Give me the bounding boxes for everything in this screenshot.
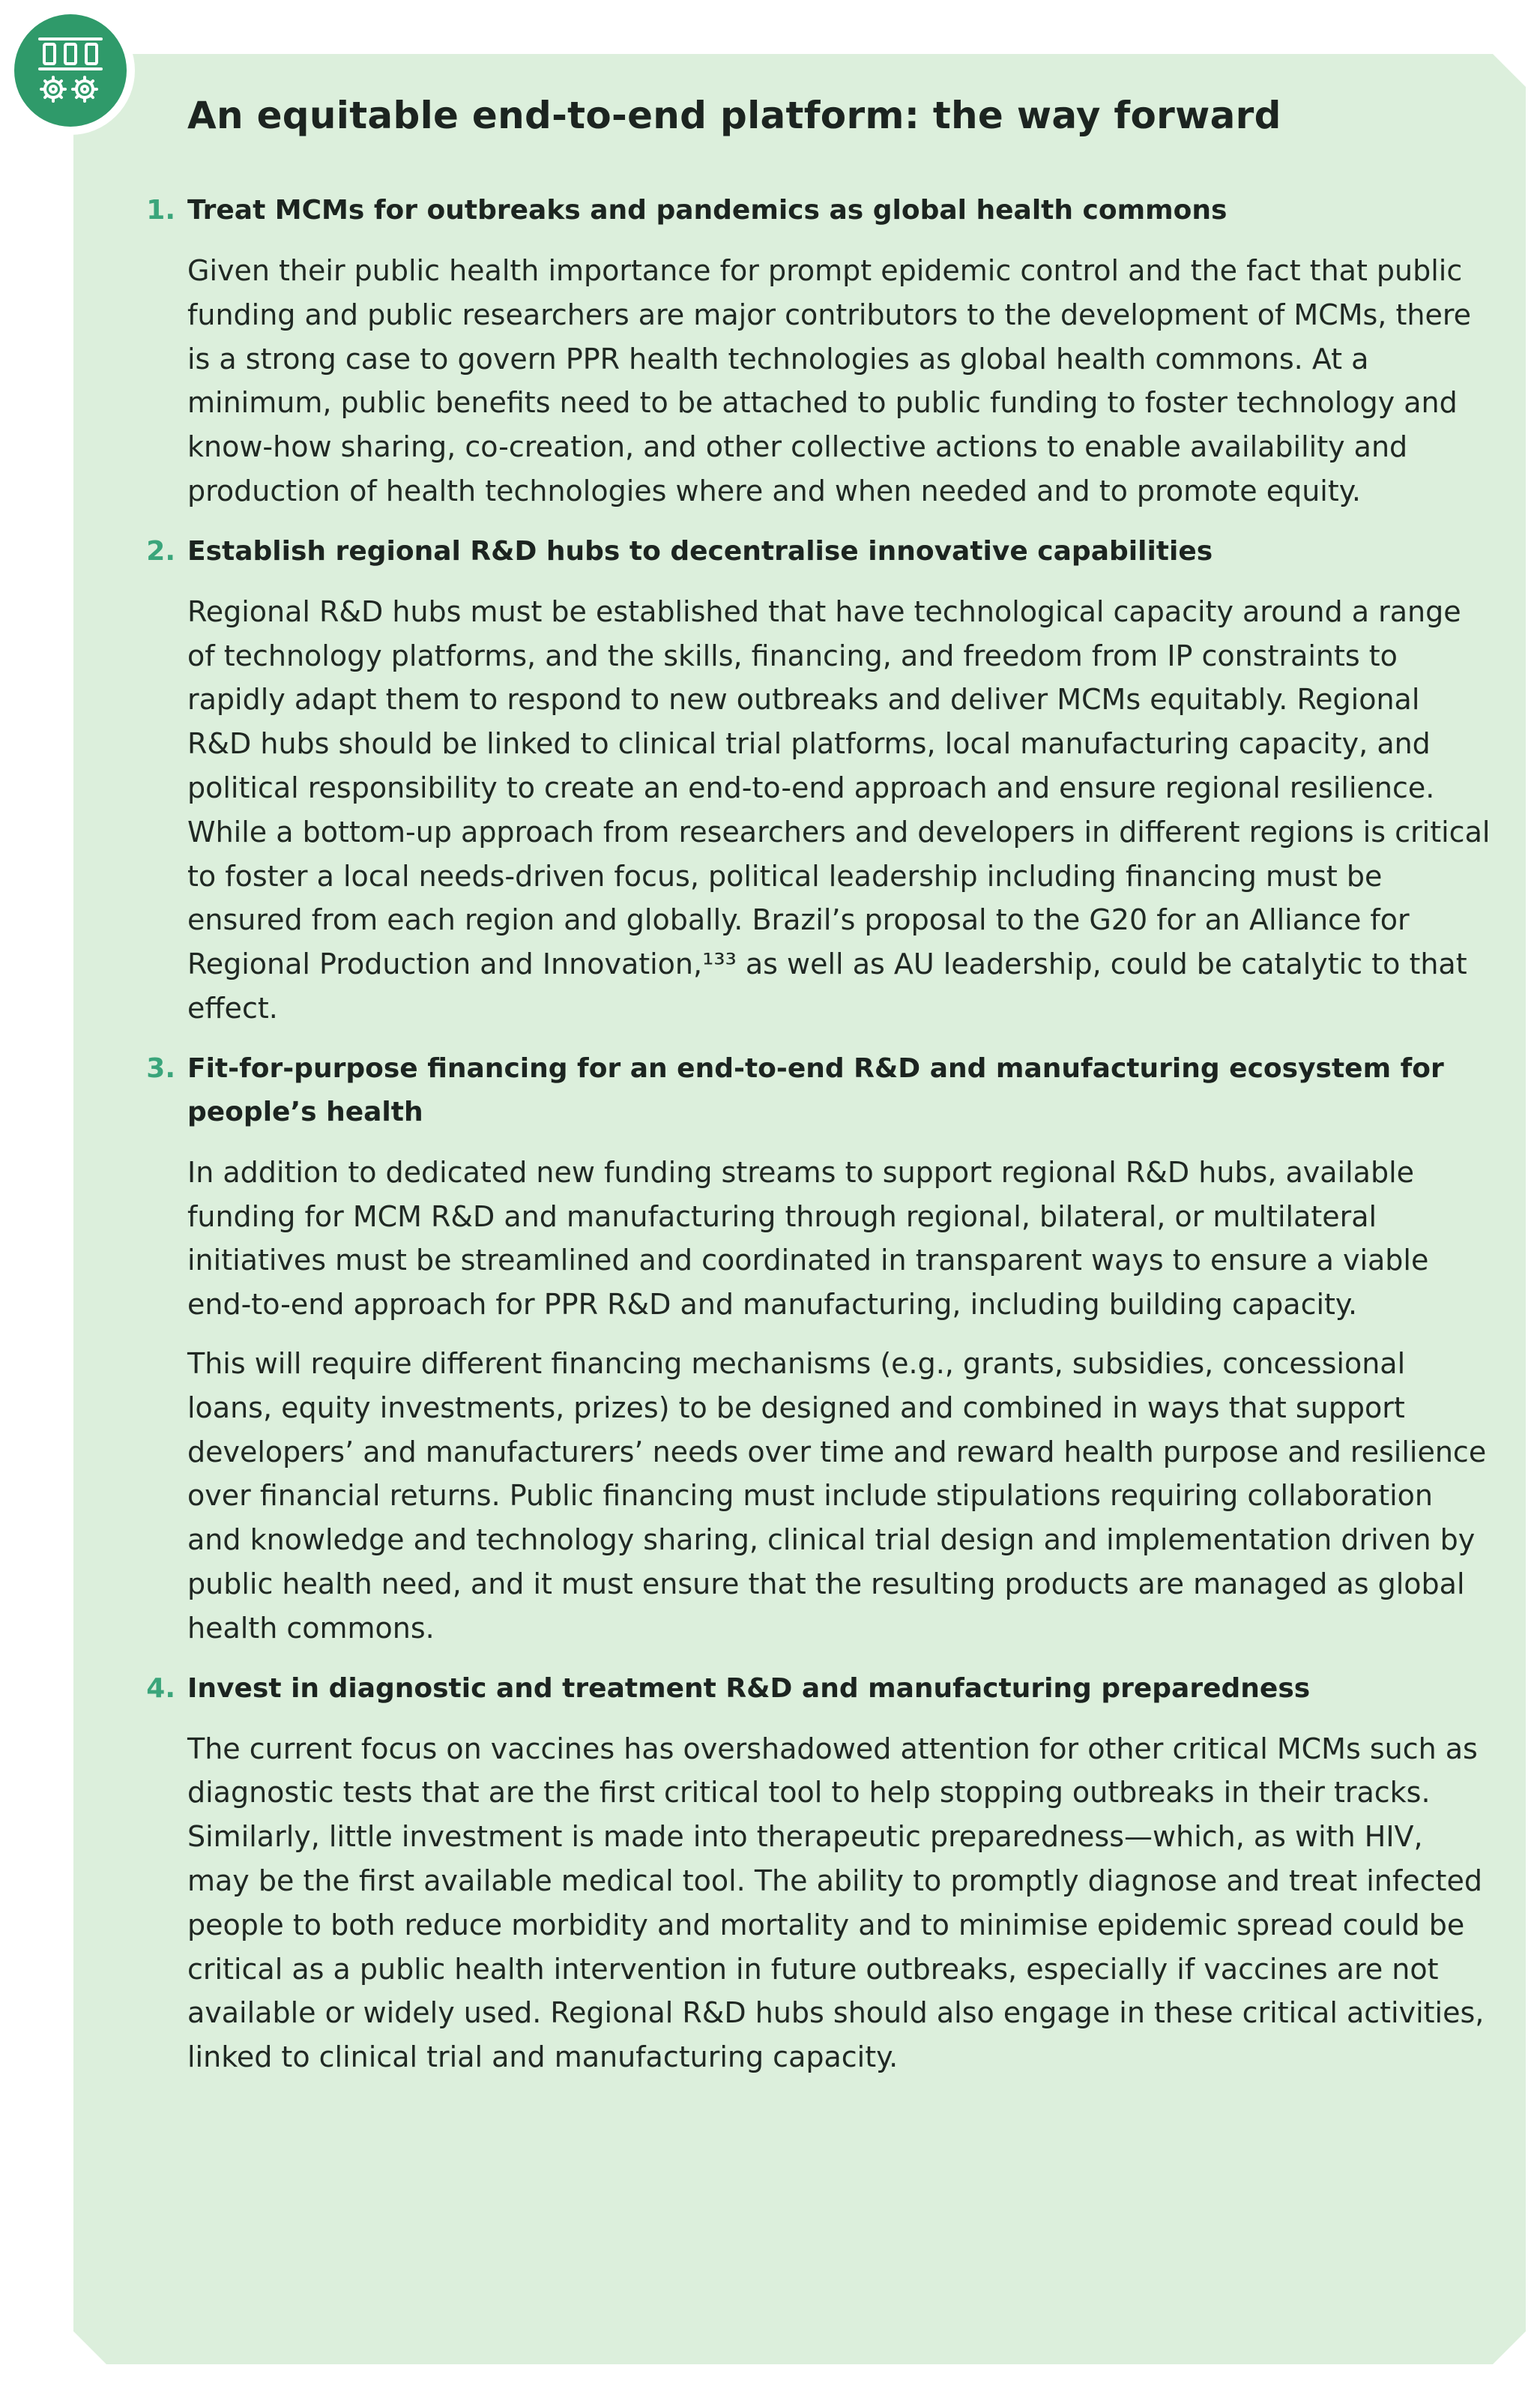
list-item bbox=[146, 1047, 1491, 1651]
item-heading: Fit-for-purpose financing for an end-to-end R&D and manufacturing ecosystem for people’s health bbox=[187, 1052, 1444, 1127]
list-item bbox=[146, 189, 1491, 513]
item-paragraph: In addition to dedicated new funding streams to support regional R&D hubs, available funding for MCM R&D and manufacturing through regional, bilateral, or multilateral initiatives must be streamlined and coordinated in transparent ways to ensure a viable end-to-end approach for PPR R&D and manufacturing, including building capacity. bbox=[187, 1155, 1429, 1322]
item-paragraph: Given their public health importance for prompt epidemic control and the fact that public funding and public researchers are major contributors to the development of MCMs, there is a strong case to govern PPR health technologies as global health commons. At a minimum, public benefits need to be attached to public funding to foster technology and know-how sharing, co-creation, and other collective actions to enable availability and production of health technologies where and when needed and to promote equity. bbox=[187, 254, 1471, 507]
item-heading: Invest in diagnostic and treatment R&D and manufacturing preparedness bbox=[187, 1672, 1311, 1704]
main-content bbox=[146, 85, 1491, 2096]
item-number: 3. bbox=[146, 1052, 175, 1084]
item-number: 1. bbox=[146, 195, 175, 226]
badge-circle bbox=[14, 14, 127, 127]
vials-and-gears-icon bbox=[29, 29, 112, 112]
list-item bbox=[146, 1667, 1491, 2079]
item-number: 2. bbox=[146, 535, 175, 567]
item-paragraph: This will require different financing mechanisms (e.g., grants, subsidies, concessional loans, equity investments, prizes) to be designed and combined in ways that support developers’ and manufacturers’ needs over time and reward health purpose and resilience over financial returns. Public financing must include stipulations requiring collaboration and knowledge and technology sharing, clinical trial design and implementation driven by public health need, and it must ensure that the resulting products are managed as global health commons. bbox=[187, 1346, 1487, 1645]
item-heading: Establish regional R&D hubs to decentralise innovative capabilities bbox=[187, 535, 1213, 567]
item-heading: Treat MCMs for outbreaks and pandemics as global health commons bbox=[187, 195, 1228, 226]
list-item bbox=[146, 530, 1491, 1031]
item-paragraph: Regional R&D hubs must be established that have technological capacity around a range of technology platforms, and the skills, financing, and freedom from IP constraints to rapidly adapt them to respond to new outbreaks and deliver MCMs equitably. Regional R&D hubs should be linked to clinical trial platforms, local manufacturing capacity, and political responsibility to create an end-to-end approach and ensure regional resilience. While a bottom-up approach from researchers and developers in different regions is critical to foster a local needs-driven focus, political leadership including financing must be ensured from each region and globally. Brazil’s proposal to the G20 for an Alliance for Regional Production and Innovation,¹³³ as well as AU leadership, could be catalytic to that effect. bbox=[187, 594, 1491, 1025]
recommendations-list bbox=[146, 189, 1491, 2079]
section-badge bbox=[6, 6, 135, 135]
item-paragraph: The current focus on vaccines has overshadowed attention for other critical MCMs such as diagnostic tests that are the first critical tool to help stopping outbreaks in their tracks. Similarly, little investment is made into therapeutic preparedness—which, as with HIV, may be the first available medical tool. The ability to promptly diagnose and treat infected people to both reduce morbidity and mortality and to minimise epidemic spread could be critical as a public health intervention in future outbreaks, especially if vaccines are not available or widely used. Regional R&D hubs should also engage in these critical activities, linked to clinical trial and manufacturing capacity. bbox=[187, 1732, 1485, 2074]
page-title: An equitable end-to-end platform: the way forward bbox=[187, 94, 1281, 137]
item-number: 4. bbox=[146, 1672, 175, 1704]
